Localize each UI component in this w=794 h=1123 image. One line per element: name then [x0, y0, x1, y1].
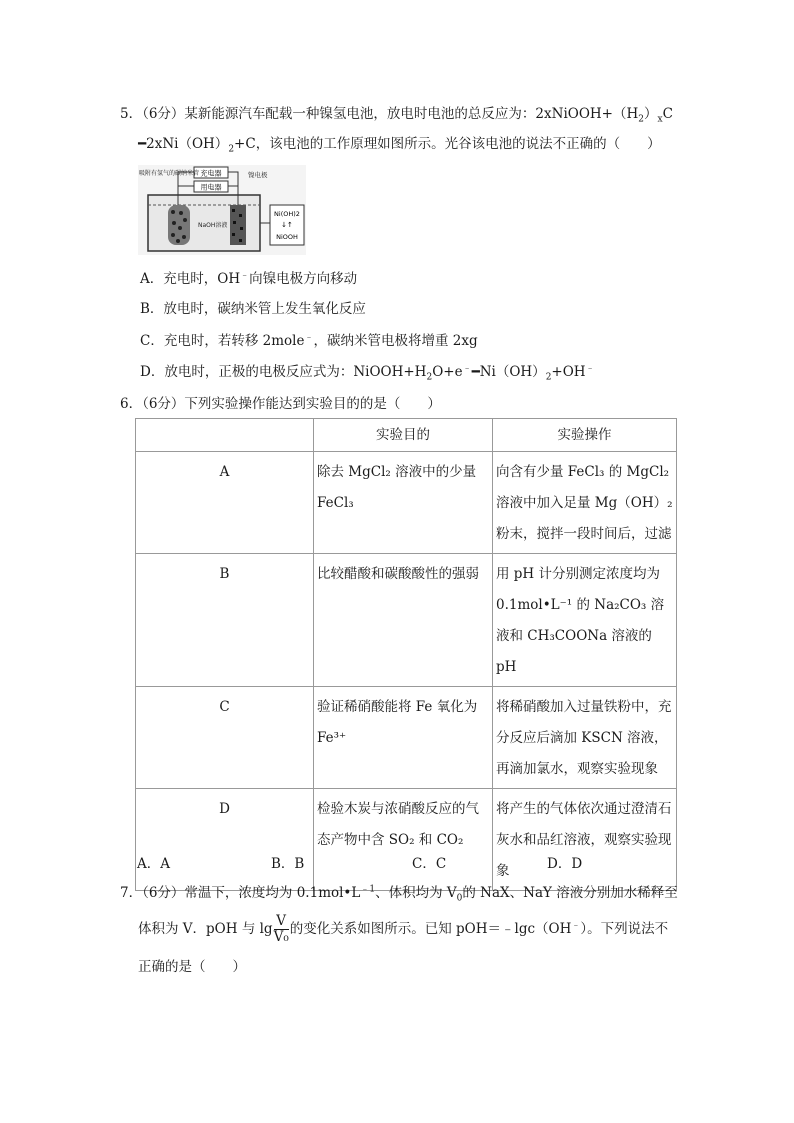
row-letter: D — [136, 789, 314, 891]
q5-option-a: A．充电时，OH﹣向镍电极方向移动 — [140, 270, 358, 287]
right-electrode-label: 镍电极 — [248, 171, 268, 179]
box-bottom-label: NiOOH — [276, 233, 298, 241]
battery-diagram — [138, 165, 306, 255]
table-header-purpose: 实验目的 — [314, 419, 493, 452]
q7-stem-line1: 7．（6分）常温下，浓度均为 $0.1mol•L^{﹣1}$、体积均为 $V_0$的 NaX、NaY 溶液分别加水稀释至 — [120, 884, 678, 904]
table-row — [136, 789, 677, 891]
q6-stem: 6．（6分）下列实验操作能达到实验目的的是（ ） — [120, 396, 441, 412]
table-header-row — [136, 419, 677, 452]
choice-d: D．D — [547, 856, 583, 872]
row-purpose: 验证稀硝酸能将 Fe 氧化为 Fe³⁺ — [314, 687, 493, 789]
volume-ratio-fraction: $\frac{V}{\text{V₀}}$ — [273, 913, 289, 945]
table-header-operation: 实验操作 — [493, 419, 677, 452]
experiment-table — [135, 418, 677, 891]
row-letter: B — [136, 554, 314, 687]
electrolyte-label: NaOH溶液 — [198, 222, 228, 229]
choice-b: B．B — [271, 856, 305, 872]
q5-stem-line1: 5．（6分）某新能源汽车配载一种镍氢电池，放电时电池的总反应为：$2xNiOOH+(H_2)_xC$ — [120, 106, 673, 125]
table-row — [136, 452, 677, 554]
row-purpose: 检验木炭与浓硝酸反应的气态产物中含 SO₂ 和 CO₂ — [314, 789, 493, 891]
row-purpose: 除去 MgCl₂ 溶液中的少量 FeCl₃ — [314, 452, 493, 554]
row-operation: 将稀硝酸加入过量铁粉中，充分反应后滴加 KSCN 溶液，再滴加氯水，观察实验现象 — [493, 687, 677, 789]
row-letter: A — [136, 452, 314, 554]
choice-a: A．A — [137, 856, 170, 872]
box-top-label: Ni(OH)2 — [274, 210, 300, 218]
device-label: 用电器 — [200, 183, 222, 192]
table-header-blank — [136, 419, 314, 452]
q5-option-b: B．放电时，碳纳米管上发生氧化反应 — [140, 301, 366, 317]
q7-stem-line2: 体积为 V．pOH 与 lg $\frac{V}{\text{V₀}}$ 的变化关系如图所示。已知 pOH＝﹣lgc（OH﹣）。下列说法不 — [138, 913, 669, 945]
q7-stem-line3: 正确的是（ ） — [138, 959, 246, 975]
box-arrow-label: ↓↑ — [281, 221, 293, 229]
q6-choices — [137, 852, 697, 872]
row-operation: 向含有少量 FeCl₃ 的 MgCl₂ 溶液中加入足量 Mg（OH）₂ 粉末，搅拌一段时间后，过滤 — [493, 452, 677, 554]
table-row — [136, 554, 677, 687]
left-electrode-label: 吸附有氢气的碳纳米管 — [139, 170, 200, 177]
row-operation: 将产生的气体依次通过澄清石灰水和品红溶液，观察实验现象 — [493, 789, 677, 891]
q5-option-c: C．充电时，若转移 2mole﹣，碳纳米管电极将增重 2xg — [140, 332, 478, 349]
q5-stem-line2: $━2xNi(OH)_2+C$，该电池的工作原理如图所示。光谷该电池的说法不正确的（ ） — [138, 136, 661, 155]
q5-option-d: D．放电时，正极的电极反应式为：$NiOOH+H_2O+e^﹣━Ni(OH)_2+OH^﹣$ — [140, 363, 595, 383]
row-operation: 用 pH 计分别测定浓度均为 0.1mol•L⁻¹ 的 Na₂CO₃ 溶液和 CH₃COONa 溶液的 pH — [493, 554, 677, 687]
choice-c: C．C — [412, 856, 447, 872]
charger-label: 充电器 — [200, 169, 222, 178]
row-letter: C — [136, 687, 314, 789]
row-purpose: 比较醋酸和碳酸酸性的强弱 — [314, 554, 493, 687]
table-row — [136, 687, 677, 789]
